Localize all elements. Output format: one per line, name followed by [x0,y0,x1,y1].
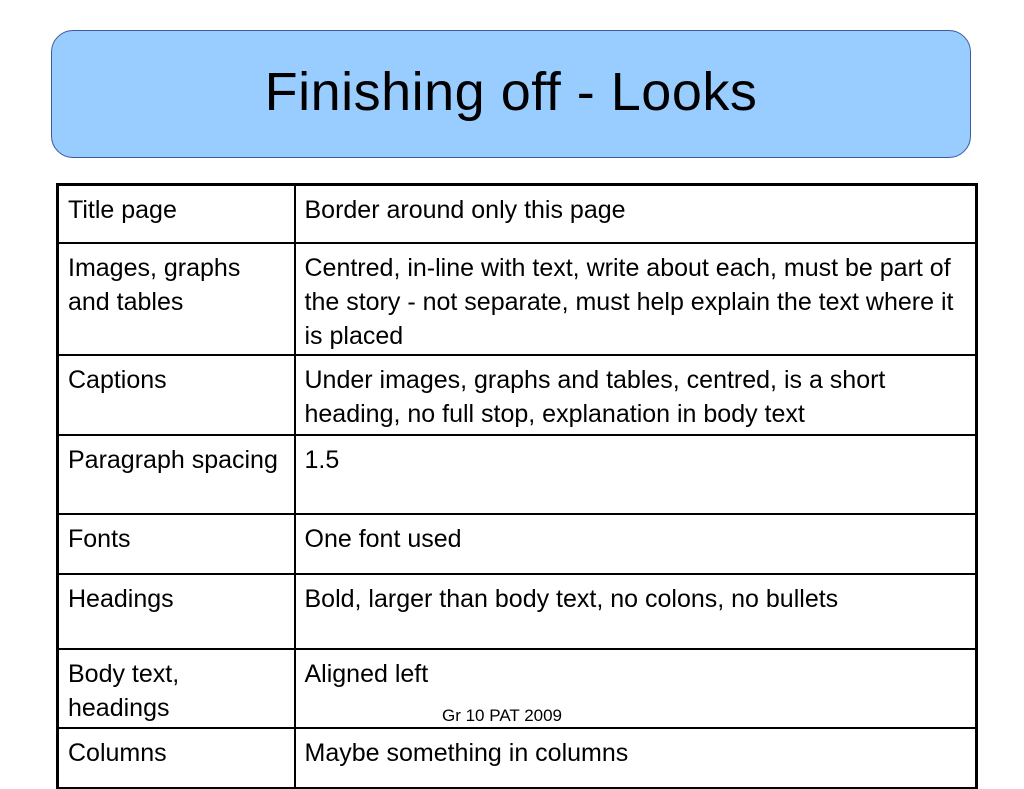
row-item-cell: Paragraph spacing [58,435,295,514]
row-guideline-cell: Maybe something in columns [295,728,977,788]
row-item-cell: Fonts [58,514,295,574]
title-banner [51,30,971,158]
row-item-cell: Images, graphs and tables [58,243,295,355]
row-guideline-cell: One font used [295,514,977,574]
row-guideline-cell: Aligned left [295,649,977,728]
row-item-cell: Captions [58,355,295,435]
table-row [58,574,977,649]
row-item-cell: Body text, headings [58,649,295,728]
table-row [58,355,977,435]
row-item-cell: Title page [58,185,295,243]
slide-footer: Gr 10 PAT 2009 [442,706,563,725]
row-guideline-cell: Border around only this page [295,185,977,243]
row-guideline-cell: Centred, in-line with text, write about each, must be part of the story - not separate, must help explain the text where it is placed [295,243,977,355]
row-guideline-cell: Under images, graphs and tables, centred, is a short heading, no full stop, explanation in body text [295,355,977,435]
slide-title: Finishing off - Looks [264,62,758,122]
guidelines-table [56,183,978,789]
row-item-cell: Headings [58,574,295,649]
row-guideline-cell: 1.5 [295,435,977,514]
table-row [58,243,977,355]
table-row [58,435,977,514]
row-item-cell: Columns [58,728,295,788]
table-row [58,185,977,243]
table-row [58,728,977,788]
table-row [58,514,977,574]
row-guideline-cell: Bold, larger than body text, no colons, no bullets [295,574,977,649]
